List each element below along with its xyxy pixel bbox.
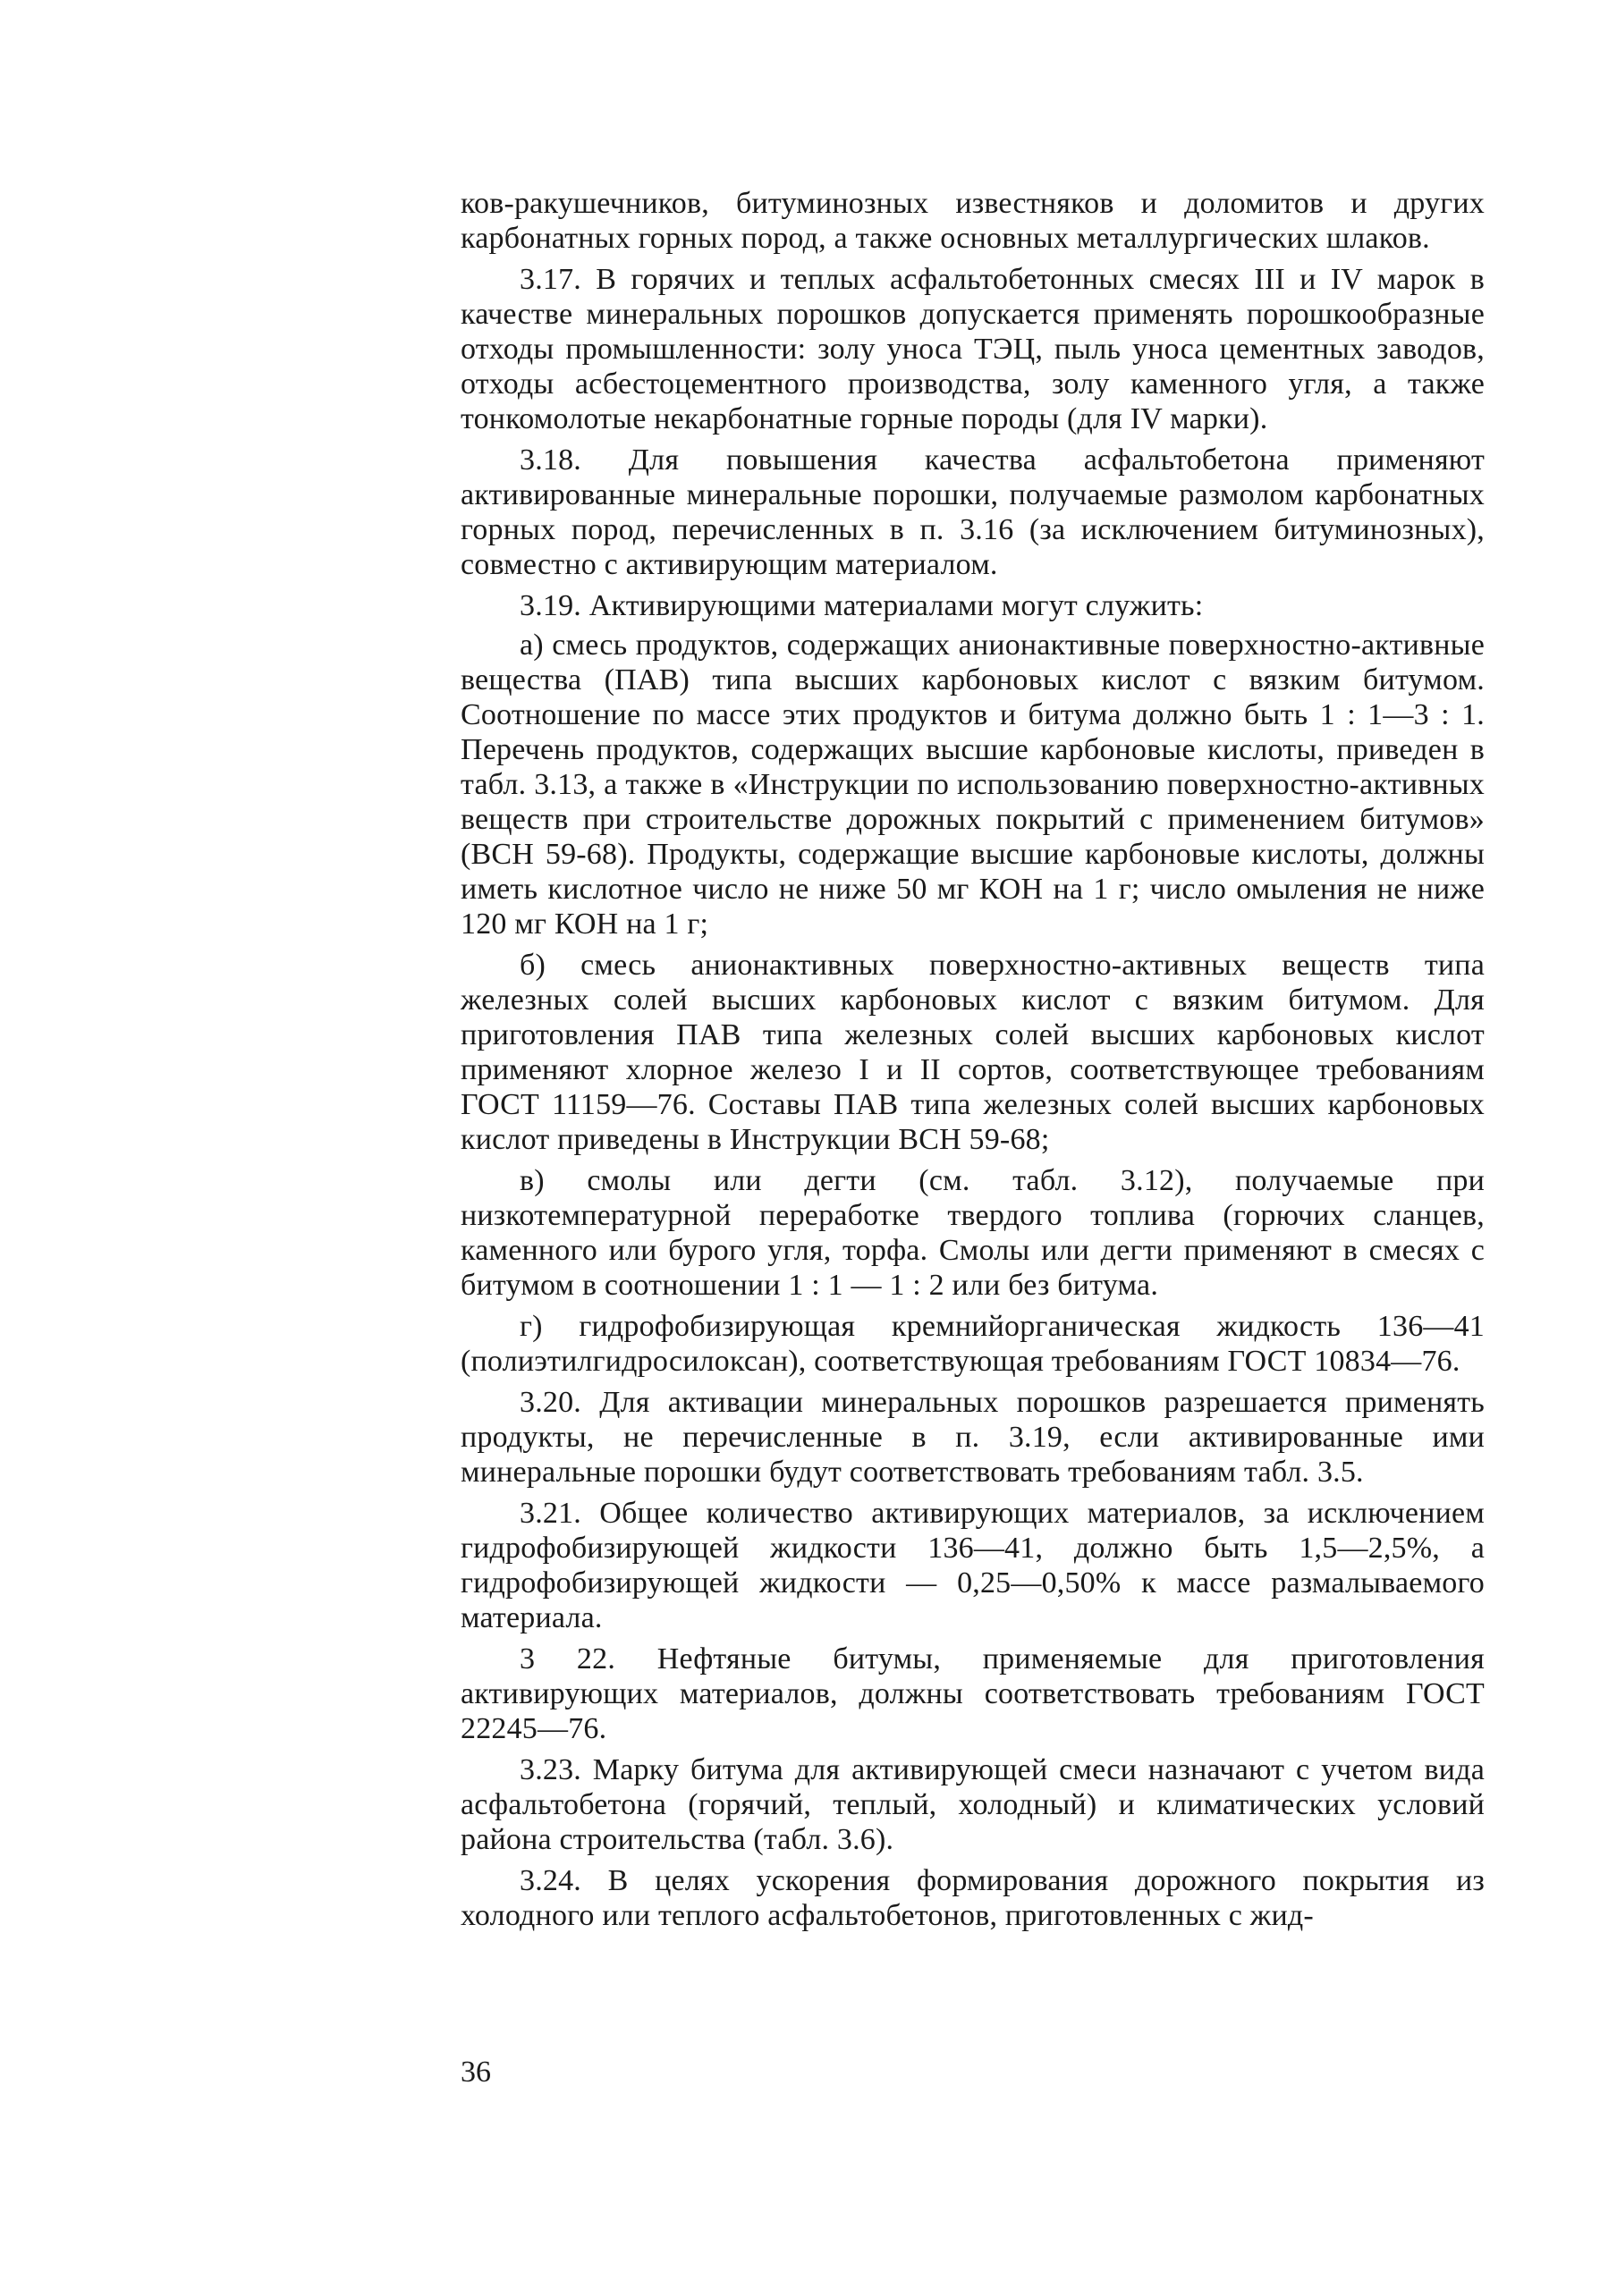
paragraph-3-18: 3.18. Для повышения качества асфальтобетона применяют активированные минеральные порошки, получаемые размолом карбонатных горных пород, перечисленных в п. 3.16 (за исключением битуминозных), совместно с активирующим материалом. [461,443,1485,581]
paragraph-3-19: 3.19. Активирующими материалами могут служить: [520,589,1204,622]
paragraph-3-24: 3.24. В целях ускорения формирования дорожного покрытия из холодного или теплого асфальтобетонов, приготовленных с жид- [461,1864,1485,1932]
body-text [461,186,1485,1939]
paragraph-3-19-b: б) смесь анионактивных поверхностно-активных веществ типа железных солей высших карбоновых кислот с вязким битумом. Для приготовления ПАВ типа железных солей высших карбоновых кислот применяют хлорное железо I и II сортов, соответствующее требованиям ГОСТ 11159—76. Составы ПАВ типа железных солей высших карбоновых кислот приведены в Инструкции ВСН 59-68; [461,949,1485,1156]
page-number: 36 [461,2055,491,2089]
paragraph-continuation: ков-ракушечников, битуминозных известняков и доломитов и других карбонатных горных пород, а также основных металлургических шлаков. [461,187,1485,255]
paragraph-3-19-g: г) гидрофобизирующая кремнийорганическая жидкость 136—41 (полиэтилгидросилоксан), соответствующая требованиям ГОСТ 10834—76. [461,1310,1485,1378]
paragraph-3-17: 3.17. В горячих и теплых асфальтобетонных смесях III и IV марок в качестве минеральных порошков допускается применять порошкообразные отходы промышленности: золу уноса ТЭЦ, пыль уноса цементных заводов, отходы асбестоцементного производства, золу каменного угля, а также тонкомолотые некарбонатные горные породы (для IV марки). [461,263,1485,435]
paragraph-3-19-v: в) смолы или дегти (см. табл. 3.12), получаемые при низкотемпературной переработке твердого топлива (горючих сланцев, каменного или бурого угля, торфа. Смолы или дегти применяют в смесях с битумом в соотношении 1 : 1 — 1 : 2 или без битума. [461,1164,1485,1302]
paragraph-3-19-a: а) смесь продуктов, содержащих анионактивные поверхностно-активные вещества (ПАВ) типа высших карбоновых кислот с вязким битумом. Соотношение по массе этих продуктов и битума должно быть 1 : 1—3 : 1. Перечень продуктов, содержащих высшие карбоновые кислоты, приведен в табл. 3.13, а также в «Инструкции по использованию поверхностно-активных веществ при строительстве дорожных покрытий с применением битумов» (ВСН 59-68). Продукты, содержащие высшие карбоновые кислоты, должны иметь кислотное число не ниже 50 мг КОН на 1 г; число омыления не ниже 120 мг КОН на 1 г; [461,629,1485,941]
paragraph-3-20: 3.20. Для активации минеральных порошков разрешается применять продукты, не перечисленные в п. 3.19, если активированные ими минеральные порошки будут соответствовать требованиям табл. 3.5. [461,1386,1485,1489]
paragraph-3-22: 3 22. Нефтяные битумы, применяемые для приготовления активирующих материалов, должны соответствовать требованиям ГОСТ 22245—76. [461,1642,1485,1745]
paragraph-3-23: 3.23. Марку битума для активирующей смеси назначают с учетом вида асфальтобетона (горячий, теплый, холодный) и климатических условий района строительства (табл. 3.6). [461,1753,1485,1856]
paragraph-3-21: 3.21. Общее количество активирующих материалов, за исключением гидрофобизирующей жидкости 136—41, должно быть 1,5—2,5%, а гидрофобизирующей жидкости — 0,25—0,50% к массе размалываемого материала. [461,1497,1485,1634]
